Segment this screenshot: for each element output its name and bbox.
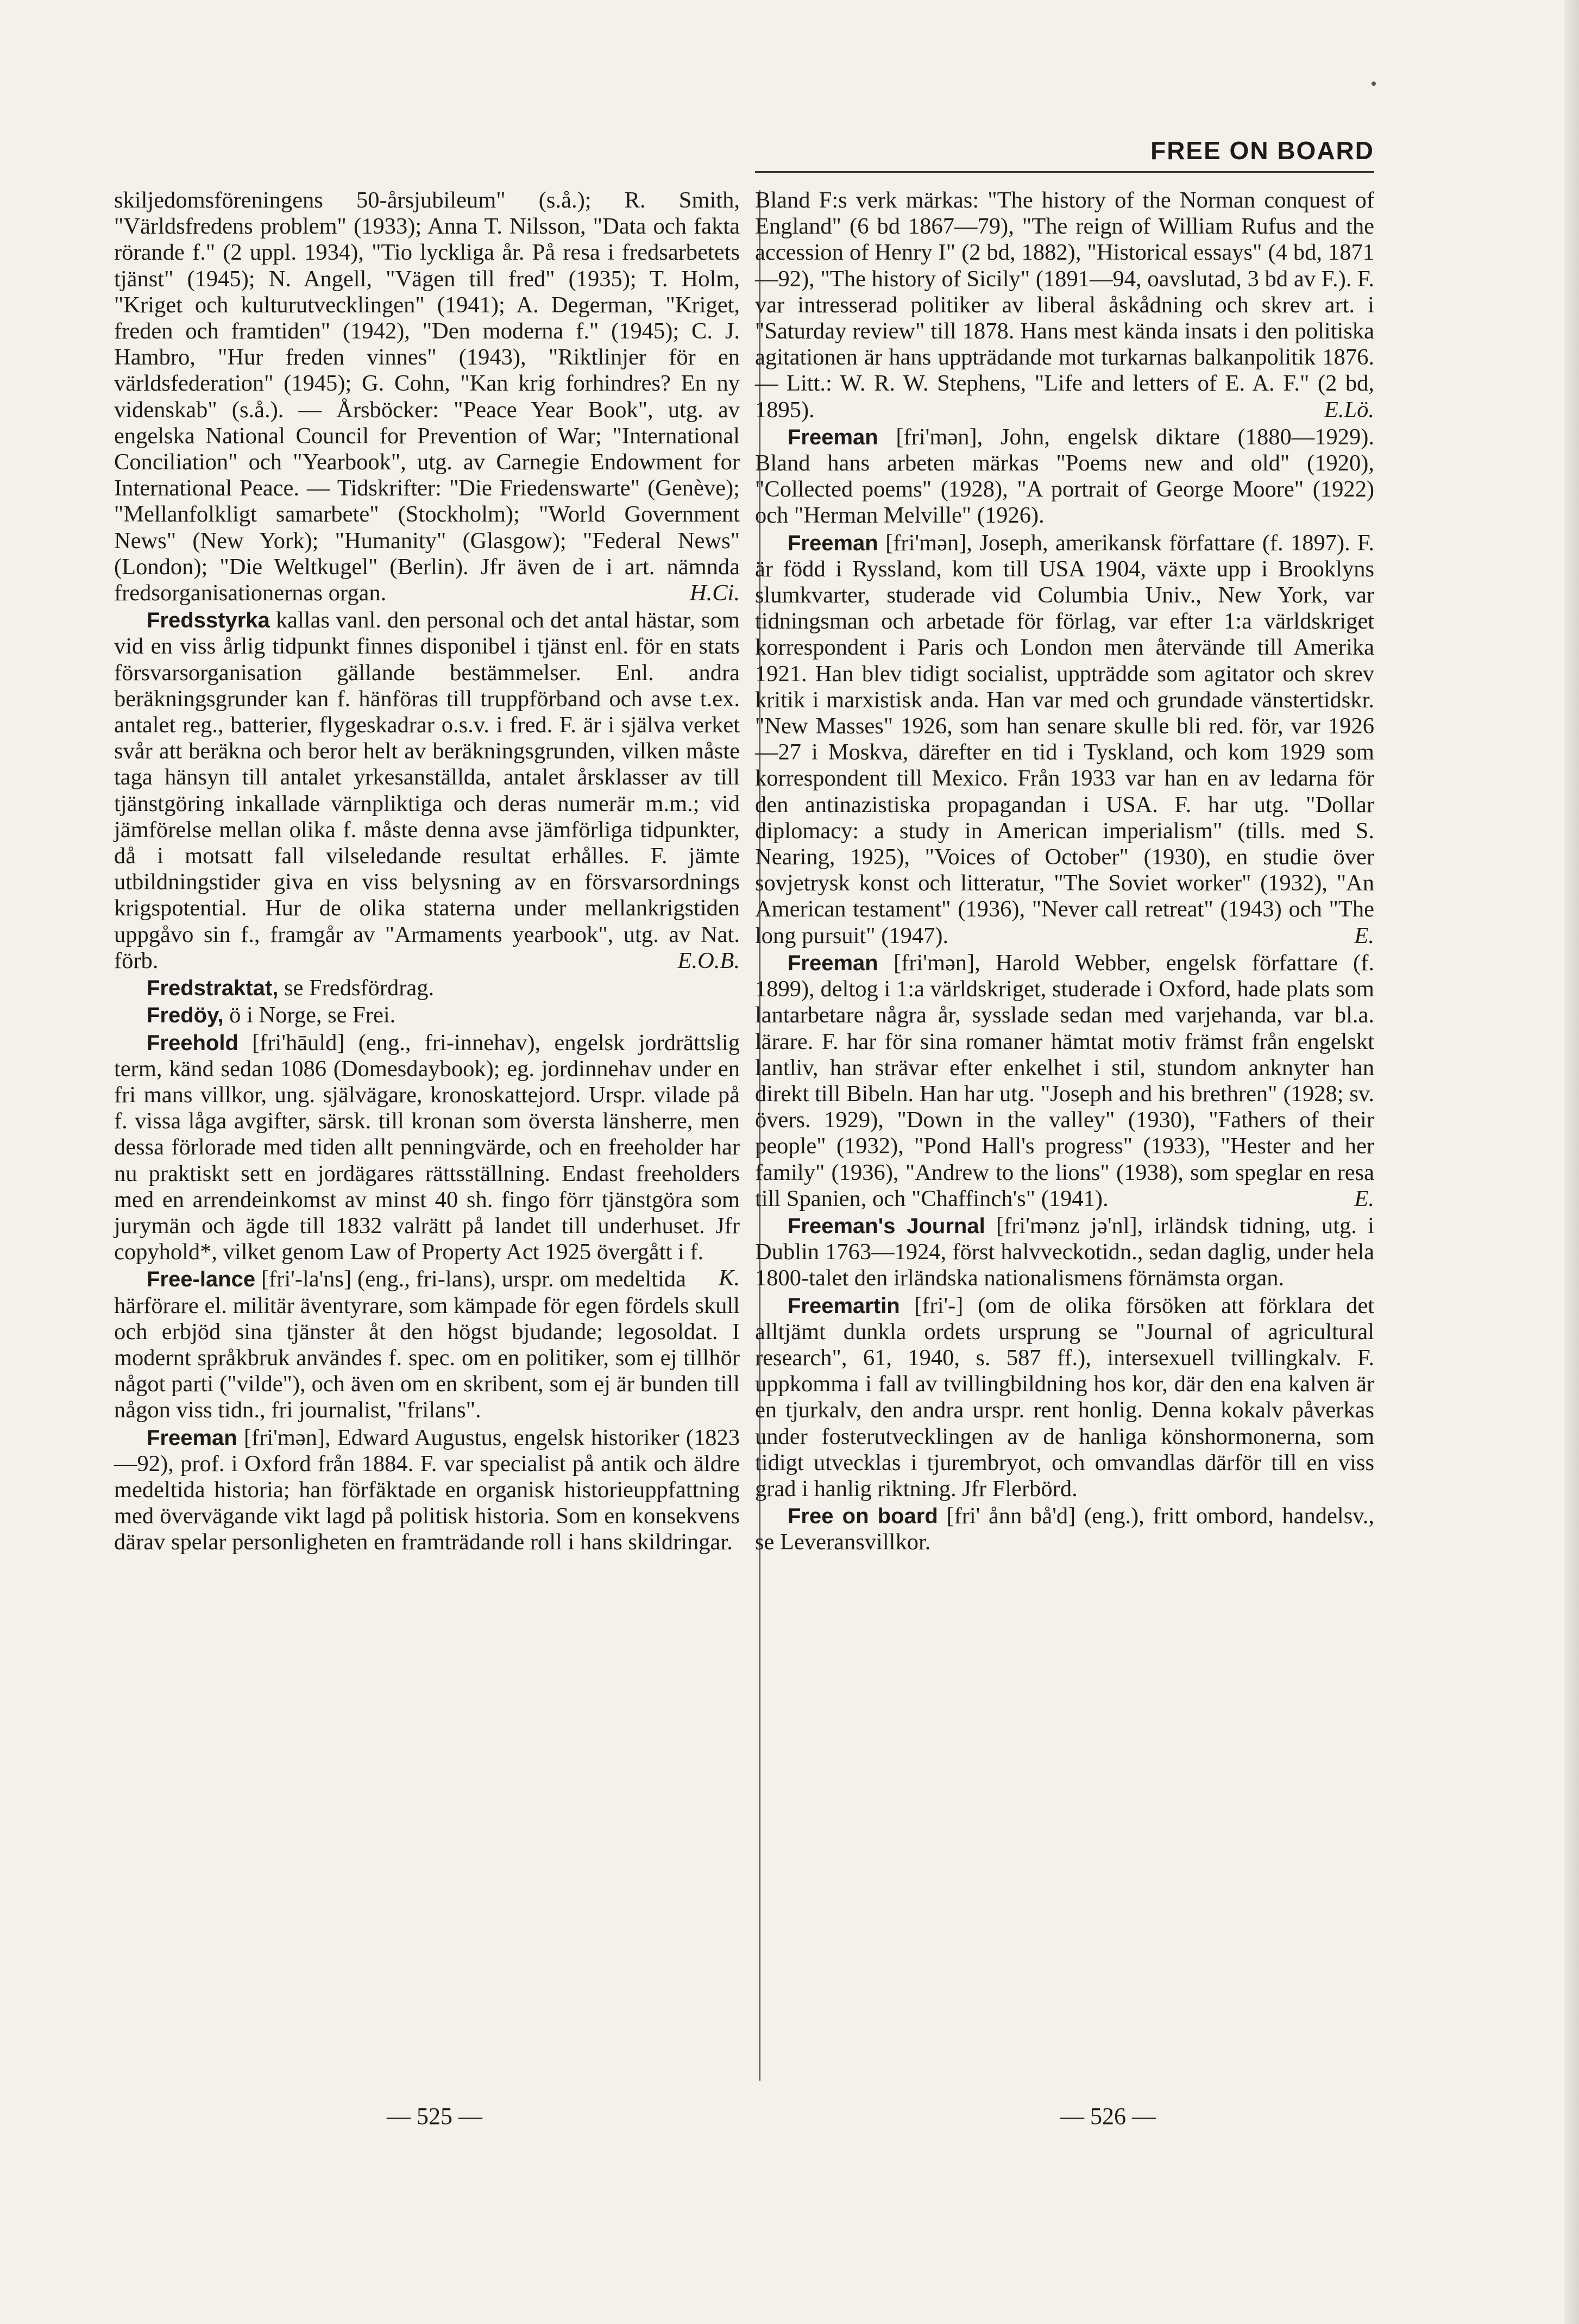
entry-headword: Fredsstyrka bbox=[147, 608, 270, 633]
author-signature: E.Lö. bbox=[1324, 397, 1374, 423]
entry-text: Bland F:s verk märkas: "The history of the Norman conquest of England" (6 bd 1867—79), "The reign of William Rufus and the accession of Henry I" (2 bd, 1882), "Historical essays" (4 bd, 1871—92), "The history of Sicily" (1891—94, oavslutad, 3 bd av F.). F. var intresserad politiker av liberal åskådning och skrev art. i "Saturday review" till 1878. Hans mest kända insats i den politiska agitationen är hans uppträdande mot turkarnas balkanpolitik 1876. — Litt.: W. R. W. Stephens, "Life and letters of E. A. F." (2 bd, 1895). bbox=[755, 187, 1374, 423]
running-head: FREE ON BOARD bbox=[1150, 136, 1374, 165]
dictionary-entry bbox=[755, 1503, 1374, 1555]
entry-text: [fri'mən], Harold Webber, engelsk författare (f. 1899), deltog i 1:a världskriget, studerade i Oxford, hade plats som lantarbetare några år, sysslade sedan med varjehanda, var bl.a. lärare. F. har för sina romaner hämtat motiv främst från engelskt lantliv, han strävar efter enkelhet i stil, stundom anknyter han direkt till Bibeln. Han har utg. "Joseph and his brethren" (1928; sv. övers. 1929), "Down in the valley" (1930), "Fathers of their people" (1932), "Pond Hall's progress" (1933), "Hester and her family" (1936), "Andrew to the lions" (1938), som speglar en resa till Spanien, och "Chaffinch's" (1941). bbox=[755, 950, 1374, 1211]
right-column bbox=[755, 187, 1374, 1556]
entry-text: [fri'mənz jə'nl], irländsk tidning, utg. i Dublin 1763—1924, först halvveckotidn., sedan daglig, under hela 1800-talet den irländska nationalismens förnämsta organ. bbox=[755, 1213, 1374, 1291]
entry-text: [fri'mən], Edward Augustus, engelsk historiker (1823—92), prof. i Oxford från 1884. F. var specialist på antik och äldre medeltida historia; han förfäktade en organisk historieuppfattning med övervägande vikt lagd på politisk historia. Som en konsekvens därav spelar personligheten en framträdande roll i hans skildringar. bbox=[114, 1424, 740, 1555]
entry-text: [fri' ånn bå'd] (eng.), fritt ombord, handelsv., se Leveransvillkor. bbox=[755, 1503, 1374, 1555]
dictionary-entry bbox=[755, 530, 1374, 949]
print-speck bbox=[1372, 81, 1376, 86]
entry-continuation bbox=[755, 187, 1374, 423]
left-column bbox=[114, 187, 740, 1556]
entry-headword: Freeman bbox=[147, 1425, 237, 1450]
dictionary-entry bbox=[114, 1266, 740, 1423]
dictionary-entry bbox=[755, 1213, 1374, 1292]
dictionary-entry bbox=[114, 1002, 740, 1028]
entry-text: [fri'mən], John, engelsk diktare (1880—1929). Bland hans arbeten märkas "Poems new and old" (1920), "Collected poems" (1928), "A portrait of George Moore" (1922) och "Herman Melville" (1926). bbox=[755, 424, 1374, 529]
entry-headword: Free on board bbox=[788, 1504, 938, 1529]
entry-headword: Freehold bbox=[147, 1031, 238, 1055]
entry-headword: Freeman's Journal bbox=[788, 1214, 985, 1238]
entry-headword: Free-lance bbox=[147, 1267, 256, 1292]
entry-text: [fri'hāuld] (eng., fri-innehav), engelsk jordrättslig term, känd sedan 1086 (Domesdaybook); eg. jordinnehav under en fri mans villkor, ung. självägare, kronoskattejord. Urspr. vilade på f. vissa låga avgifter, särsk. till kronan som översta länsherre, men dessa förlorade med tiden allt penningvärde, och en freeholder har nu praktiskt sett en jordägares rättsställning. Endast freeholders med en arrendeinkomst av minst 40 sh. fingo förr tjänstgöra som jurymän och ägde till 1832 valrätt på landet till underhuset. Jfr copyhold*, vilket genom Law of Property Act 1925 övergått i f. bbox=[114, 1029, 740, 1265]
entry-continuation bbox=[114, 187, 740, 606]
dictionary-entry bbox=[114, 1425, 740, 1556]
page-number-right: — 526 — bbox=[1060, 2103, 1156, 2130]
entry-headword: Fredöy, bbox=[147, 1003, 224, 1028]
entry-headword: Fredstraktat, bbox=[147, 976, 279, 1001]
author-signature: H.Ci. bbox=[689, 580, 740, 606]
dictionary-entry bbox=[755, 950, 1374, 1212]
page-edge bbox=[1564, 0, 1579, 2324]
dictionary-entry bbox=[114, 607, 740, 974]
header-rule bbox=[755, 171, 1374, 173]
entry-headword: Freeman bbox=[788, 425, 878, 449]
entry-text: [fri'mən], Joseph, amerikansk författare (f. 1897). F. är född i Ryssland, kom till USA 1904, växte upp i Brooklyns slumkvarter, studerade vid Columbia Univ., New York, var tidningsman och arbetade för förlag, var efter 1:a världskriget korrespondent i Paris och London men återvände till Amerika 1921. Han blev tidigt socialist, uppträdde som agitator och skrev kritik i marxistisk anda. Han var med och grundade vänstertidskr. "New Masses" 1926, som han senare skulle bli red. för, var 1926—27 i Moskva, därefter en tid i Tyskland, och kom 1929 som korrespondent till Mexico. Från 1933 var han en av ledarna för den antinazistiska propagandan i USA. F. har utg. "Dollar diplomacy: a study in American imperialism" (tills. med S. Nearing, 1925), "Voices of October" (1930), en studie över sovjetrysk konst och litteratur, "The Soviet worker" (1932), "An American testament" (1936), "Never call retreat" (1943) och "The long pursuit" (1947). bbox=[755, 530, 1374, 949]
entry-headword: Freemartin bbox=[788, 1293, 900, 1318]
author-signature: E. bbox=[1354, 922, 1374, 949]
dictionary-entry bbox=[755, 424, 1374, 529]
author-signature: E. bbox=[1354, 1185, 1374, 1211]
entry-text: ö i Norge, se Frei. bbox=[223, 1002, 396, 1028]
entry-text: [fri'-] (om de olika försöken att förklara det alltjämt dunkla ordets ursprung se "Journal of agricultural research", 61, 1940, s. 587 ff.), intersexuell tvillingkalv. F. uppkomma i fall av tvillingbildning hos kor, där den ena kalven är en tjurkalv, den andra urspr. rent honlig. Denna kokalv påverkas under fosterutvecklingen av de hanliga könshormonerna, som tidigt utvecklas i tjurembryot, och omvandlas därför till en viss grad i hanlig riktning. Jfr Flerbörd. bbox=[755, 1292, 1374, 1502]
entry-text: skiljedomsföreningens 50-årsjubileum" (s.å.); R. Smith, "Världsfredens problem" (1933); Anna T. Nilsson, "Data och fakta rörande f." (2 uppl. 1934), "Tio lyckliga år. På resa i fredsarbetets tjänst" (1945); N. Angell, "Vägen till fred" (1935); T. Holm, "Kriget och kulturutvecklingen" (1941); A. Degerman, "Kriget, freden och framtiden" (1942), "Den moderna f." (1945); C. J. Hambro, "Hur freden vinnes" (1943), "Riktlinjer för en världsfederation" (1945); G. Cohn, "Kan krig forhindres? En ny videnskab" (s.å.). — Årsböcker: "Peace Year Book", utg. av engelska National Council for Prevention of War; "International Conciliation" och "Yearbook", utg. av Carnegie Endowment for International Peace. — Tidskrifter: "Die Friedenswarte" (Genève); "Mellanfolkligt samarbete" (Stockholm); "World Government News" (New York); "Humanity" (Glasgow); "Federal News" (London); "Die Weltkugel" (Berlin). Jfr även de i art. nämnda fredsorganisationernas organ. bbox=[114, 187, 740, 606]
author-signature: E.O.B. bbox=[677, 947, 740, 973]
entry-headword: Freeman bbox=[788, 531, 878, 555]
entry-text: [fri'-la'ns] (eng., fri-lans), urspr. om medeltida härförare el. militär äventyrare, som kämpade för egen fördels skull och erbjöd sina tjänster åt den högst bjudande; legosoldat. I modernt språkbruk användes f. spec. om en politiker, som ej tillhör något parti ("vilde"), och även om en skribent, som ej är bunden till någon viss tidn., fri journalist, "frilans". bbox=[114, 1266, 740, 1423]
author-signature: K. bbox=[719, 1265, 740, 1291]
entry-text: se Fredsfördrag. bbox=[278, 975, 435, 1001]
page-number-left: — 525 — bbox=[387, 2103, 482, 2130]
dictionary-entry bbox=[114, 975, 740, 1001]
entry-headword: Freeman bbox=[788, 951, 878, 975]
dictionary-entry bbox=[755, 1293, 1374, 1503]
entry-text: kallas vanl. den personal och det antal hästar, som vid en viss årlig tidpunkt finnes disponibel i tjänst enl. för en stats försvarsorganisation gällande bestämmelser. Enl. andra beräkningsgrunder kan f. hänföras till truppförband och avse t.ex. antalet reg., batterier, flygeskadrar o.s.v. i fred. F. är i själva verket svår att beräkna och beror helt av beräkningsgrunden, vilken måste taga hänsyn till antalet yrkesanställda, antalet årsklasser av till tjänstgöring inkallade värnpliktiga och deras numerär m.m.; vid jämförelse mellan olika f. måste denna avse jämförliga tidpunkter, då i motsatt fall vilseledande resultat erhålles. F. jämte utbildningstider giva en viss belysning av en försvarsordnings krigspotential. Hur de olika staterna under mellankrigstiden uppgåvo sin f., framgår av "Armaments yearbook", utg. av Nat. förb. bbox=[114, 607, 740, 973]
